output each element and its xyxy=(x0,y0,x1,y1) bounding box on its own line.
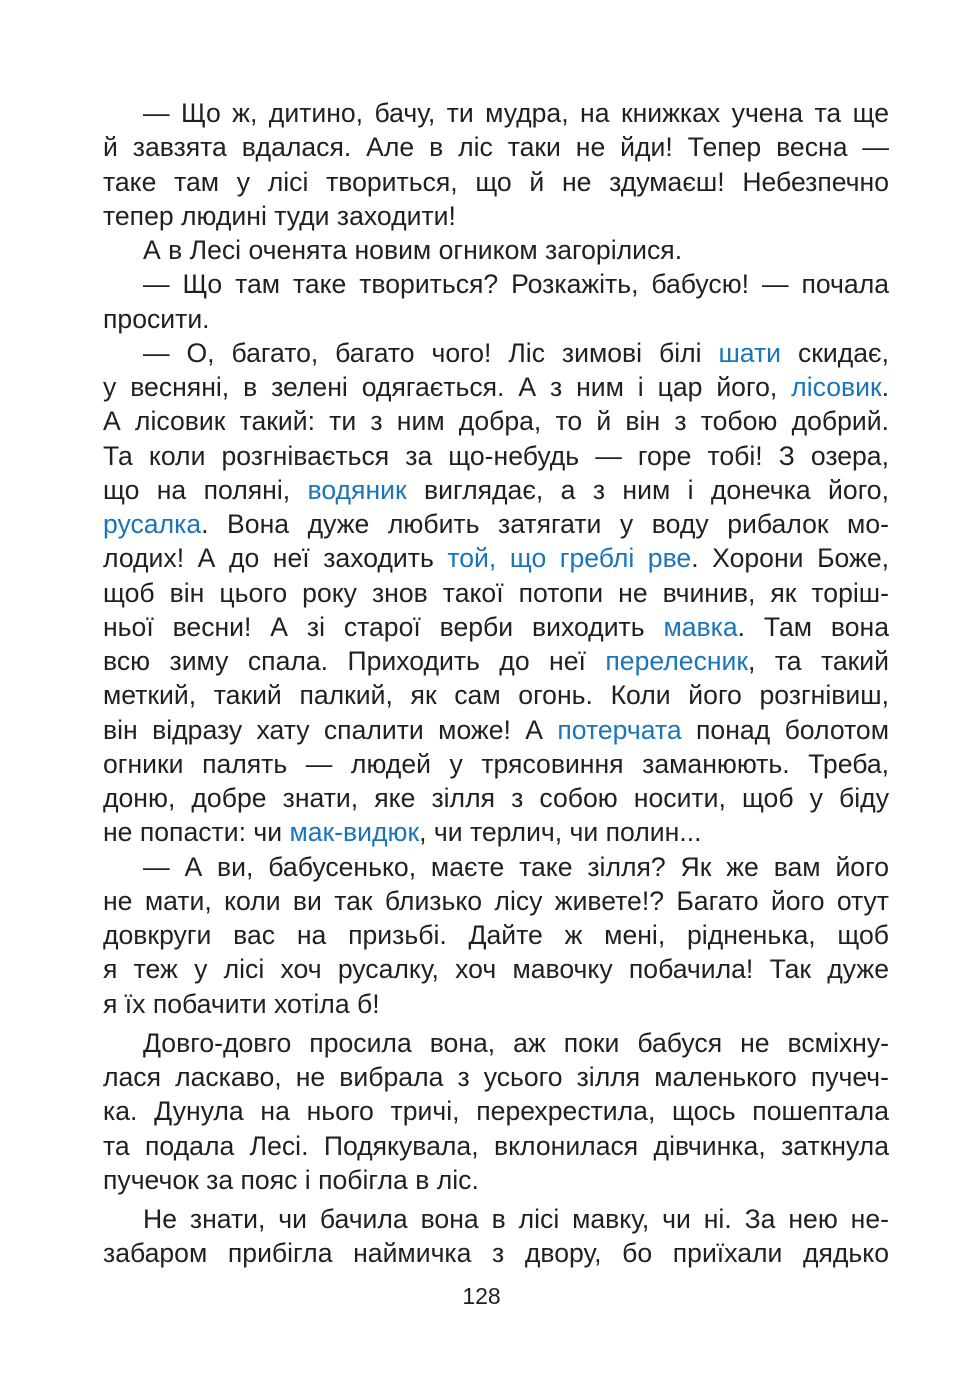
text-line xyxy=(103,439,889,473)
text-segment: тепер людині туди заходити! xyxy=(103,200,456,231)
text-segment: щоб він цього року знов такої потопи не вчинив, як торіш- xyxy=(103,577,889,608)
glossary-term: той, що греблі рве xyxy=(447,543,692,574)
text-line xyxy=(103,952,889,986)
text-segment: всю зиму спала. Приходить до неї xyxy=(103,646,606,676)
text-segment: огники палять — людей у трясовиння заманюють. Треба, xyxy=(103,748,889,779)
text-line xyxy=(103,815,889,849)
text-segment: виглядає, а з ним і донечка його, xyxy=(406,474,889,505)
text-segment: ка. Дунула на нього тричі, перехрестила, щось пошептала xyxy=(103,1096,889,1127)
page-number: 128 xyxy=(462,1283,501,1309)
text-segment: понад болотом xyxy=(681,714,889,745)
text-line xyxy=(103,199,889,233)
text-line xyxy=(103,747,889,781)
text-segment: доню, добре знати, яке зілля з собою носити, щоб у біду xyxy=(103,783,889,813)
text-segment: . Хорони Боже, xyxy=(691,543,889,574)
text-segment: лодих! А до неї заходить xyxy=(103,543,448,574)
text-line xyxy=(103,644,889,678)
text-line xyxy=(103,1026,889,1060)
text-segment: просити. xyxy=(103,303,210,334)
text-line xyxy=(103,850,889,884)
text-segment: він відразу хату спалити може! А xyxy=(103,714,558,745)
glossary-term: мавка xyxy=(663,611,738,642)
text-segment: А лісовик такий: ти з ним добра, то й він з тобою добрий. xyxy=(103,406,889,437)
text-line xyxy=(103,233,889,267)
glossary-term: русалка xyxy=(103,509,202,539)
text-line xyxy=(103,678,889,712)
text-segment: я теж у лісі хоч русалку, хоч мавочку побачила! Так дуже xyxy=(103,954,889,985)
text-segment: й завзята вдалася. Але в ліс таки не йди! Тепер весна — xyxy=(103,132,889,163)
text-line xyxy=(103,1129,889,1163)
text-line xyxy=(103,781,889,815)
text-block xyxy=(103,96,889,1271)
text-segment: не попасти: чи xyxy=(103,817,290,848)
text-segment: — О, багато, багато чого! Ліс зимові білі xyxy=(143,337,719,368)
text-line xyxy=(103,1163,889,1197)
text-segment: — А ви, бабусенько, маєте таке зілля? Як же вам його xyxy=(143,851,889,882)
text-line xyxy=(103,576,889,610)
text-segment: скидає, xyxy=(781,337,889,368)
glossary-term: потерчата xyxy=(557,714,682,745)
text-line xyxy=(103,1094,889,1128)
text-line xyxy=(103,610,889,644)
page-body xyxy=(103,96,889,1271)
text-segment: у весняні, в зелені одягається. А з ним і цар його, xyxy=(103,372,792,402)
text-segment: — Що ж, дитино, бачу, ти мудра, на книжках учена та ще xyxy=(143,98,889,128)
text-line xyxy=(103,96,889,130)
text-segment: Не знати, чи бачила вона в лісі мавку, чи ні. За нею не- xyxy=(143,1204,889,1234)
text-segment: забаром прибігла наймичка з двору, бо приїхали дядько xyxy=(103,1238,889,1269)
glossary-term: лісовик xyxy=(791,372,882,402)
text-line xyxy=(103,987,889,1021)
text-line xyxy=(103,130,889,164)
text-segment: та подала Лесі. Подякувала, вклонилася дівчинка, заткнула xyxy=(103,1130,889,1161)
text-line xyxy=(103,267,889,301)
text-segment: я їх побачити хотіла б! xyxy=(103,988,380,1019)
text-line xyxy=(103,473,889,507)
text-segment: . Вона дуже любить затягати у воду рибалок мо- xyxy=(201,509,889,539)
text-line xyxy=(103,1236,889,1270)
text-segment: ньої весни! А зі старої верби виходить xyxy=(103,611,664,642)
text-segment: А в Лесі оченята новим огником загорілися. xyxy=(143,235,683,265)
text-line xyxy=(103,507,889,541)
text-line xyxy=(103,1202,889,1236)
text-segment: що на поляні, xyxy=(103,474,308,505)
text-line xyxy=(103,165,889,199)
text-line xyxy=(103,541,889,575)
text-line xyxy=(103,302,889,336)
text-segment: . xyxy=(881,372,889,402)
glossary-term: перелесник xyxy=(605,646,749,676)
text-line xyxy=(103,884,889,918)
text-segment: Довго-довго просила вона, аж поки бабуся не всміхну- xyxy=(143,1027,889,1058)
text-segment: . Там вона xyxy=(737,611,889,642)
glossary-term: мак-видюк xyxy=(289,817,420,848)
glossary-term: шати xyxy=(718,337,782,368)
text-line xyxy=(103,336,889,370)
text-segment: , чи терлич, чи полин... xyxy=(419,817,702,848)
text-line xyxy=(103,1060,889,1094)
text-segment: меткий, такий палкий, як сам огонь. Коли його розгнівиш, xyxy=(103,680,889,711)
text-line xyxy=(103,370,889,404)
text-segment: пучечок за пояс і побігла в ліс. xyxy=(103,1164,479,1195)
text-segment: лася ласкаво, не вибрала з усього зілля маленького пучеч- xyxy=(103,1062,889,1092)
text-segment: Та коли розгнівається за що-небудь — горе тобі! З озера, xyxy=(103,440,889,471)
text-segment: таке там у лісі твориться, що й не здумаєш! Небезпечно xyxy=(103,166,889,197)
text-line xyxy=(103,713,889,747)
text-segment: , та такий xyxy=(748,646,890,676)
text-segment: — Що там таке твориться? Розкажіть, бабусю! — почала xyxy=(143,269,889,300)
glossary-term: водяник xyxy=(307,474,407,505)
text-segment: не мати, коли ви так близько лісу живете!? Багато його отут xyxy=(103,885,889,916)
text-segment: довкруги вас на призьбі. Дайте ж мені, рідненька, щоб xyxy=(103,920,889,950)
text-line xyxy=(103,918,889,952)
text-line xyxy=(103,404,889,438)
